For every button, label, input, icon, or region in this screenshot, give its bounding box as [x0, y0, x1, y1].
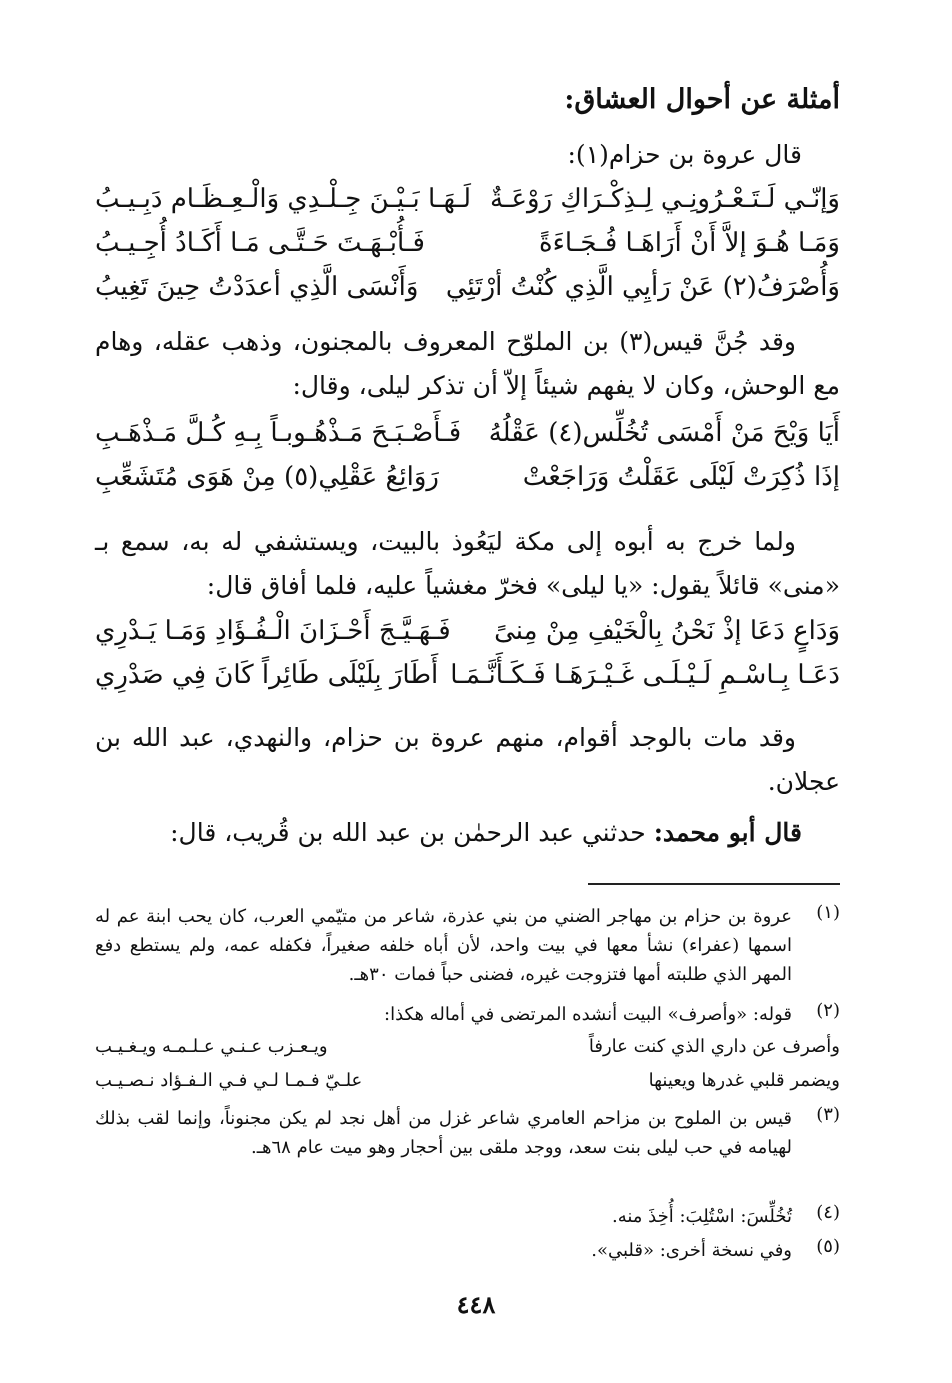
verse-line-left: لَـهَـا بَـيْـنَ جِـلْـدِي وَالْـعِـظَـام دَبِـيـبُ [95, 184, 472, 214]
footnote-number: (١) [816, 902, 840, 923]
footnote-number: (٥) [816, 1236, 840, 1257]
verse-line-right: وَدَاعٍ دَعَا إذْ نَحْنُ بِالْخَيْفِ مِنْ مِنىً [494, 616, 840, 646]
footnote-text: قيس بن الملوح بن مزاحم العامري شاعر غزل من أهل نجد لم يكن مجنوناً، وإنما لقب بذلك لهيامه في حب ليلى بنت سعد، ووجد ملقى بين أحجار وهو ميت عام ٦٨هـ. [95, 1108, 792, 1158]
footnote-separator [588, 883, 840, 885]
footnote-verse-right: وأصرف عن داري الذي كنت عارفاً [588, 1036, 840, 1057]
footnote-verse-left: علـيّ فـمـا لـي فـي الـفـؤاد نـصـيـب [95, 1070, 363, 1091]
verse-line-right: وَأُصْرَفُ(٢) عَنْ رَأيِي الَّذِي كُنْتُ أرْتَئِي [445, 272, 840, 302]
verse-line-right: وَإنّـي لَـتَـعْـرُونِـي لِـذِكْـرَاكِ رَوْعَـةٌ [489, 184, 840, 214]
footnote-number: (٢) [816, 1000, 840, 1021]
intro-urwa: قال عروة بن حزام(١): [567, 140, 802, 169]
footnote-verse-left: ويـعـزب عـنـي عـلـمـه ويـغـيـب [95, 1036, 328, 1057]
verse-line-right: أَيَا وَيْحَ مَنْ أَمْسَى تُخُلِّس(٤) عَقْلُهُ [488, 418, 840, 448]
footnote-text: تُخُلِّسَ: اسْتُلِبَ: أُخِذَ منه. [612, 1206, 792, 1227]
verse-line-left: رَوَائِعُ عَقْلِي(٥) مِنْ هَوَى مُتَشَعِّبِ [95, 462, 439, 492]
death-paragraph: وقد مات بالوجد أقوام، منهم عروة بن حزام، والنهدي، عبد الله بن عجلان. [95, 723, 840, 796]
verse-line-left: فَـأُبْـهَـتَ حَـتَّـى مَـا أَكَـادُ أُجِـيـبُ [95, 228, 425, 258]
abu-muhammad-label: قال أبو محمد: [653, 818, 802, 847]
footnote-text: عروة بن حزام بن مهاجر الضني من بني عذرة، شاعر من متيّمي العرب، كان يحب ابنة عم له اسمها (عفراء) نشأ معها في بيت واحد، لأن أباه خلفه صغيراً، فكفله عمه، ولم يستطع دفع المهر الذي طلبته أمها فتزوجت غيره، فضنى حباً فمات ٣٠هـ. [95, 906, 792, 985]
abu-muhammad-line [170, 818, 802, 847]
qays-paragraph: وقد جُنَّ قيس(٣) بن الملوّح المعروف بالمجنون، وذهب عقله، وهام مع الوحش، وكان لا يفهم شيئاً إلاّ أن تذكر ليلى، وقال: [95, 327, 840, 400]
verse-line-left: فَـهَـيَّـجَ أَحْـزَانَ الْـفُـؤَادِ وَمَـا يَـدْرِي [95, 616, 451, 646]
verse-line-left: أَطَارَ بِلَيْلَى طَائِراً كَانَ فِي صَدْرِي [95, 660, 439, 690]
footnote-text: وفي نسخة أخرى: «قلبي». [591, 1240, 792, 1261]
footnote-number: (٣) [816, 1104, 840, 1125]
footnote-text: قوله: «وأصرف» البيت أنشده المرتضى في أماله هكذا: [384, 1004, 792, 1025]
abu-muhammad-text: حدثني عبد الرحمٰن بن عبد الله بن قُريب، قال: [170, 818, 654, 847]
verse-line-left: وَأَنْسَى الَّذِي أعدَدْتُ حِينَ تَغِيبُ [95, 272, 419, 302]
verse-line-right: دَعَـا بِـاسْـمِ لَـيْـلَـى غَـيْـرَهَـا فَـكَـأَنَّـمَـا [450, 660, 840, 690]
verse-line-left: فَـأَصْـبَـحَ مَـذْهُـوبـاً بِـهِ كُـلَّ مَـذْهَـبِ [95, 418, 462, 448]
verse-line-right: إذَا ذُكِرَتْ لَيْلَى عَقَلْتُ وَرَاجَعْتْ [522, 462, 840, 492]
mecca-paragraph: ولما خرج به أبوه إلى مكة ليَعُوذ بالبيت، ويستشفي له به، سمع بـ «منى» قائلاً يقول: «يا ليلى» فخرّ مغشياً عليه، فلما أفاق قال: [95, 527, 840, 600]
footnote-verse-right: ويضمر قلبي غدرها ويعينها [648, 1070, 840, 1091]
section-heading: أمثلة عن أحوال العشاق: [564, 84, 840, 115]
footnote-number: (٤) [816, 1202, 840, 1223]
verse-line-right: وَمَـا هُـوَ إلاَّ أَنْ أَرَاهَـا فُـجَـاءَةً [539, 228, 840, 258]
page-number: ٤٤٨ [456, 1290, 496, 1319]
